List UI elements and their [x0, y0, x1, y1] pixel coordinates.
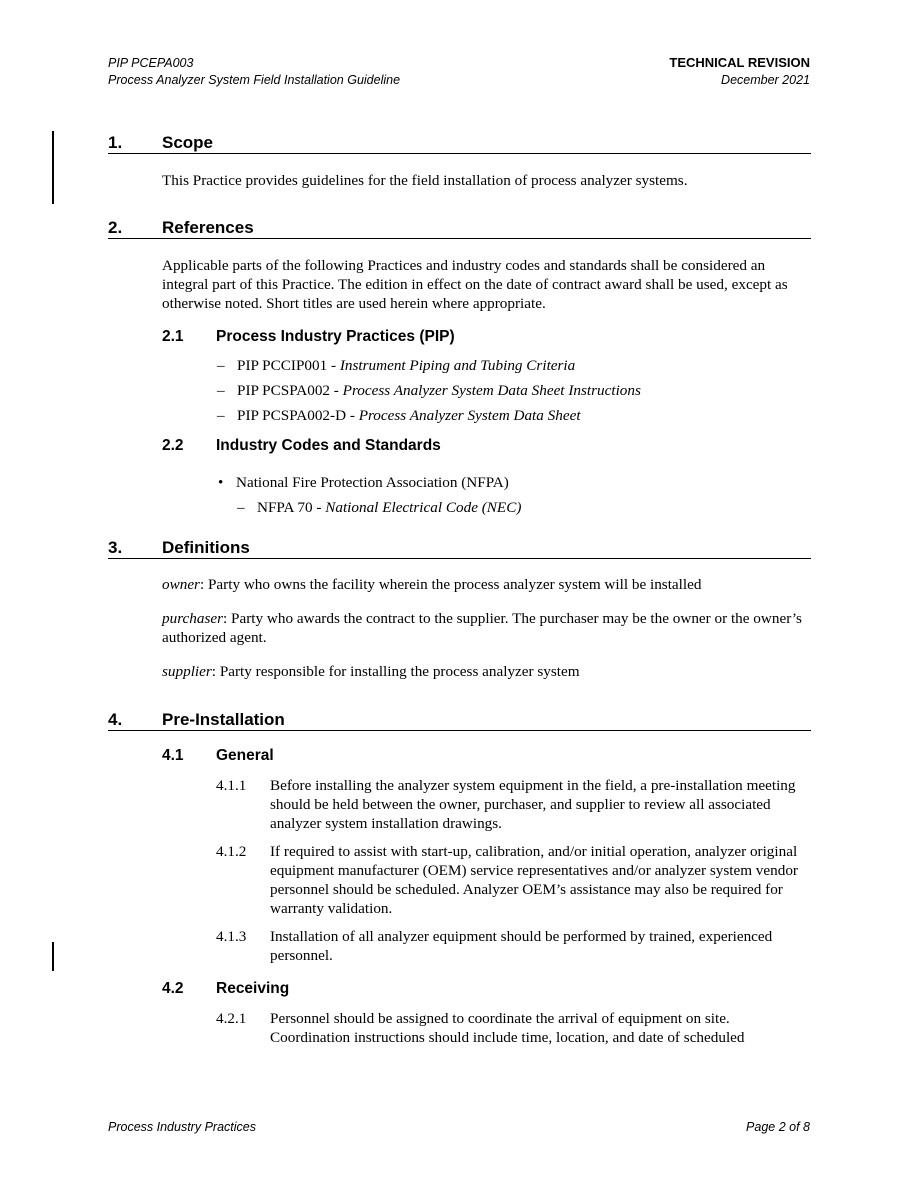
dash-bullet-icon: –: [217, 407, 225, 424]
reference-list-item: – PIP PCSPA002-D - Process Analyzer System Data Sheet: [217, 407, 581, 424]
definition-owner: owner: Party who owns the facility wherein the process analyzer system will be installed: [162, 576, 702, 593]
header-revision: TECHNICAL REVISION: [669, 55, 810, 70]
section-number: 1.: [108, 133, 123, 152]
subsection-number: 2.1: [162, 328, 184, 345]
reference-list-item: – PIP PCCIP001 - Instrument Piping and Tubing Criteria: [217, 357, 576, 374]
bullet-dot-icon: •: [218, 474, 224, 491]
header-doc-title: Process Analyzer System Field Installation Guideline: [108, 73, 401, 87]
definition-purchaser: purchaser: Party who awards the contract to the supplier. The purchaser may be the owner or the owner’s authorized agent.: [162, 610, 802, 646]
subsection-number: 2.2: [162, 437, 184, 454]
dash-bullet-icon: –: [217, 357, 225, 374]
section-number: 4.: [108, 710, 123, 729]
numbered-paragraph: [216, 776, 812, 833]
reference-list-item: – PIP PCSPA002 - Process Analyzer System Data Sheet Instructions: [217, 382, 641, 399]
subsection-title: Process Industry Practices (PIP): [216, 328, 455, 345]
section-heading-references: [108, 218, 811, 239]
bullet-list-item: • National Fire Protection Association (NFPA): [218, 474, 509, 491]
subsection-number: 4.2: [162, 980, 184, 997]
paragraph-number: 4.1.3: [216, 928, 247, 945]
header-date: December 2021: [721, 73, 810, 87]
numbered-paragraph: [216, 1009, 812, 1047]
paragraph-text: Installation of all analyzer equipment should be performed by trained, experienced personnel.: [270, 928, 773, 964]
section-title: References: [162, 218, 254, 237]
dash-bullet-icon: –: [217, 382, 225, 399]
section-number: 2.: [108, 218, 123, 237]
revision-change-bar: [52, 942, 54, 971]
reference-list-item: – NFPA 70 - National Electrical Code (NEC): [237, 499, 522, 516]
section-heading-definitions: [108, 538, 811, 559]
paragraph-number: 4.1.2: [216, 843, 247, 860]
section-heading-pre-installation: [108, 710, 811, 731]
paragraph-text: If required to assist with start-up, calibration, and/or initial operation, analyzer original equipment manufacturer (OEM) service representatives and/or analyzer system vendor personnel should be scheduled. Analyzer OEM’s assistance may also be required for warranty validation.: [270, 843, 798, 917]
numbered-paragraph: [216, 842, 812, 918]
section-title: Pre-Installation: [162, 710, 285, 729]
section-number: 3.: [108, 538, 123, 557]
section-title: Scope: [162, 133, 214, 152]
scope-paragraph: This Practice provides guidelines for the field installation of process analyzer systems.: [162, 172, 688, 189]
paragraph-number: 4.2.1: [216, 1010, 247, 1027]
header-doc-id: PIP PCEPA003: [108, 56, 194, 70]
dash-bullet-icon: –: [237, 499, 245, 516]
subsection-title: General: [216, 747, 274, 764]
subsection-title: Industry Codes and Standards: [216, 437, 441, 454]
definition-supplier: supplier: Party responsible for installing the process analyzer system: [162, 663, 580, 680]
section-heading-scope: [108, 133, 811, 154]
numbered-paragraph: [216, 927, 812, 965]
paragraph-number: 4.1.1: [216, 777, 247, 794]
paragraph-text: Before installing the analyzer system equipment in the field, a pre-installation meeting should be held between the owner, purchaser, and supplier to review all associated analyzer system installation drawings.: [270, 777, 796, 832]
subsection-title: Receiving: [216, 980, 290, 997]
subsection-number: 4.1: [162, 747, 184, 764]
references-paragraph: Applicable parts of the following Practices and industry codes and standards shall be considered an integral part of this Practice. The edition in effect on the date of contract award shall be used, except as otherwise noted. Short titles are used herein where appropriate.: [162, 257, 788, 312]
section-title: Definitions: [162, 538, 250, 557]
footer-page-number: Page 2 of 8: [746, 1120, 810, 1134]
paragraph-text: Personnel should be assigned to coordinate the arrival of equipment on site. Coordination instructions should include time, location, and date of scheduled: [270, 1010, 745, 1046]
footer-publisher: Process Industry Practices: [108, 1120, 256, 1134]
revision-change-bar: [52, 131, 54, 204]
